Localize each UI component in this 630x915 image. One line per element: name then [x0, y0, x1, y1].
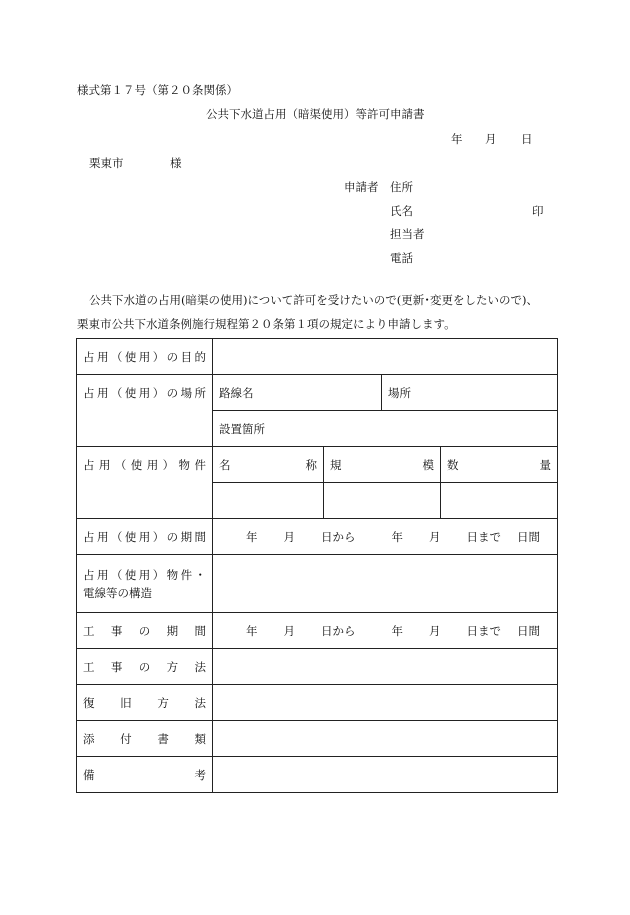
- addressee: 栗東市: [89, 156, 124, 170]
- object-label-cell: [77, 447, 213, 519]
- row-period: [77, 519, 558, 555]
- structure-label-line2: 電線等の構造: [83, 585, 152, 600]
- row-purpose: [77, 339, 558, 375]
- period-field[interactable]: [213, 519, 558, 555]
- structure-label-line1: 占 用 （ 使 用 ） 物 件 ・: [83, 567, 206, 582]
- row-construction-period: [77, 613, 558, 649]
- construction-days: 日間: [517, 623, 540, 638]
- construction-year: 年: [246, 623, 258, 638]
- construction-year2: 年: [391, 623, 403, 638]
- object-scale-header: [324, 447, 441, 483]
- object-quantity-field[interactable]: [441, 483, 558, 519]
- row-construction-method: [77, 649, 558, 685]
- period-year2: 年: [391, 529, 403, 544]
- applicant-address-label: 住所: [390, 180, 413, 194]
- applicant-label: 申請者: [344, 180, 379, 194]
- addressee-honorific: 様: [170, 156, 182, 170]
- construction-period-label-cell: [77, 613, 213, 649]
- remarks-field[interactable]: [213, 757, 558, 793]
- construction-method-label-cell: [77, 649, 213, 685]
- scale-col-part2: 模: [422, 457, 434, 472]
- body-text-line2: 栗東市公共下水道条例施行規程第２０条第１項の規定により申請します。: [77, 317, 456, 331]
- scale-col-part1: 規: [330, 457, 342, 472]
- quantity-col-part1: 数: [447, 457, 459, 472]
- row-structure: [77, 555, 558, 613]
- object-scale-field[interactable]: [324, 483, 441, 519]
- period-fields: [219, 529, 551, 545]
- purpose-field[interactable]: [213, 339, 558, 375]
- restoration-label: 復 旧 方 法: [83, 695, 206, 710]
- attachments-label: 添 付 書 類: [83, 731, 206, 746]
- construction-month2: 月: [429, 623, 441, 638]
- name-col-part2: 称: [305, 457, 317, 472]
- restoration-field[interactable]: [213, 685, 558, 721]
- application-table: [76, 338, 558, 793]
- construction-month: 月: [283, 623, 295, 638]
- route-name-field[interactable]: [213, 375, 382, 411]
- date-year-label: 年: [451, 132, 463, 146]
- period-year: 年: [246, 529, 258, 544]
- purpose-label: 占 用 （ 使 用 ） の 目 的: [83, 349, 206, 364]
- remarks-label: 備 考: [83, 767, 206, 782]
- restoration-label-cell: [77, 685, 213, 721]
- period-label-cell: [77, 519, 213, 555]
- period-month: 月: [283, 529, 295, 544]
- row-restoration: [77, 685, 558, 721]
- period-until-day: 日まで: [466, 529, 501, 544]
- install-location-field[interactable]: [213, 411, 558, 447]
- period-label: 占 用 （ 使 用 ） の 期 間: [83, 529, 206, 544]
- construction-period-label: 工 事 の 期 間: [83, 623, 206, 638]
- construction-method-field[interactable]: [213, 649, 558, 685]
- date-month-label: 月: [485, 132, 497, 146]
- row-location: [77, 375, 558, 411]
- applicant-name-label: 氏名: [390, 204, 413, 218]
- construction-from-day: 日から: [321, 623, 356, 638]
- place-field[interactable]: [382, 375, 558, 411]
- remarks-label-cell: [77, 757, 213, 793]
- row-object-header: [77, 447, 558, 483]
- object-name-field[interactable]: [213, 483, 324, 519]
- phone-label: 電話: [390, 251, 413, 265]
- body-text-line1: 公共下水道の占用(暗渠の使用)について許可を受けたいので(更新･変更をしたいので)、: [89, 293, 538, 307]
- install-location-label: 設置箇所: [219, 421, 265, 436]
- purpose-label-cell: [77, 339, 213, 375]
- row-attachments: [77, 721, 558, 757]
- construction-period-fields: [219, 623, 551, 639]
- route-name-label: 路線名: [219, 385, 254, 400]
- object-name-header: [213, 447, 324, 483]
- period-days: 日間: [517, 529, 540, 544]
- row-remarks: [77, 757, 558, 793]
- construction-period-field[interactable]: [213, 613, 558, 649]
- quantity-col-part2: 量: [539, 457, 551, 472]
- location-label-cell: [77, 375, 213, 447]
- structure-field[interactable]: [213, 555, 558, 613]
- period-month2: 月: [429, 529, 441, 544]
- contact-person-label: 担当者: [390, 227, 425, 241]
- name-col-part1: 名: [219, 457, 231, 472]
- date-day-label: 日: [521, 132, 533, 146]
- construction-method-label: 工 事 の 方 法: [83, 659, 206, 674]
- place-label: 場所: [388, 385, 411, 400]
- attachments-field[interactable]: [213, 721, 558, 757]
- structure-label-cell: [77, 555, 213, 613]
- form-title: 公共下水道占用（暗渠使用）等許可申請書: [206, 107, 425, 121]
- attachments-label-cell: [77, 721, 213, 757]
- seal-mark: 印: [532, 204, 544, 218]
- period-from-day: 日から: [321, 529, 356, 544]
- object-label: 占 用 （ 使 用 ） 物 件: [83, 458, 206, 472]
- object-quantity-header: [441, 447, 558, 483]
- construction-until-day: 日まで: [466, 623, 501, 638]
- location-label: 占 用 （ 使 用 ） の 場 所: [83, 386, 206, 400]
- form-number: 様式第１７号（第２０条関係）: [77, 83, 238, 97]
